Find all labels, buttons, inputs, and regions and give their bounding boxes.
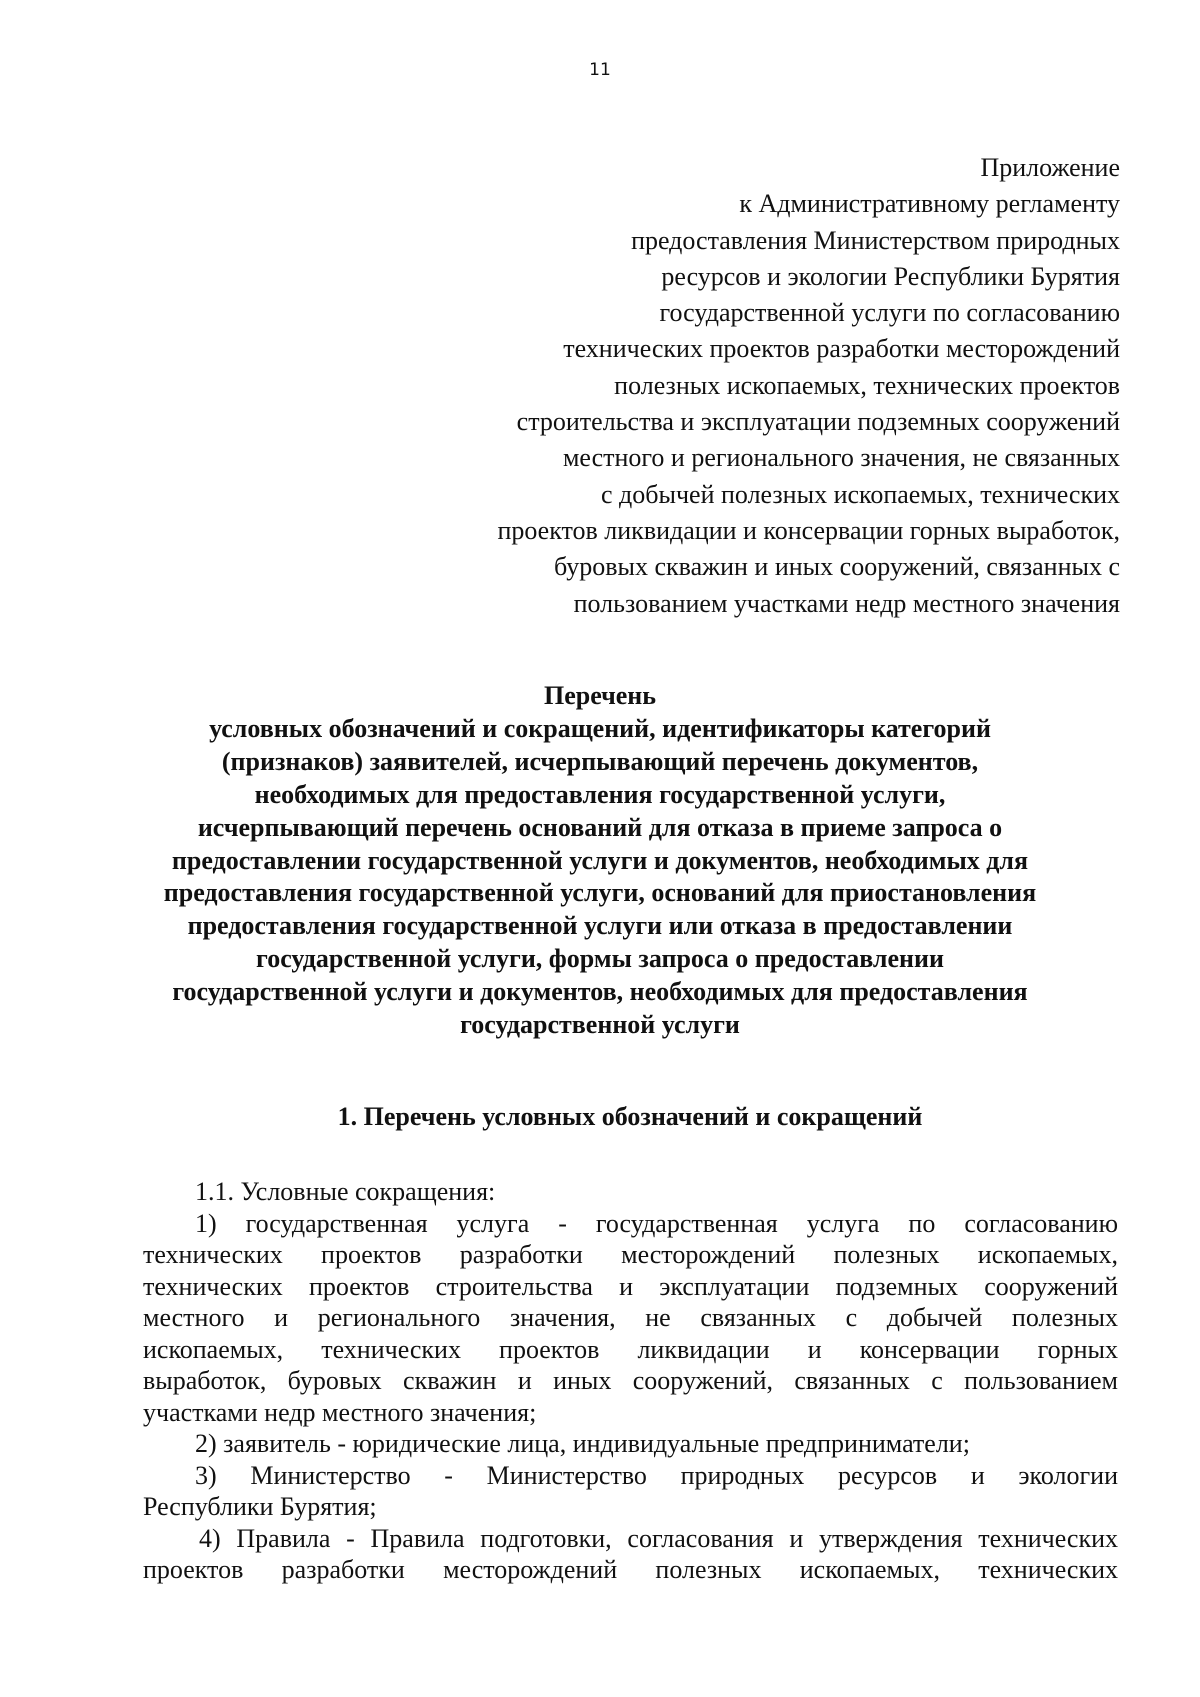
title-line: государственной услуги bbox=[460, 1010, 740, 1040]
list-item bbox=[143, 1208, 1118, 1429]
appendix-line: к Административному регламенту bbox=[739, 189, 1120, 219]
title-line: исчерпывающий перечень оснований для отказа в приеме запроса о bbox=[197, 812, 1003, 842]
section-body bbox=[143, 1176, 1118, 1586]
appendix-line: полезных ископаемых, технических проектов bbox=[614, 370, 1120, 400]
appendix-line: буровых скважин и иных сооружений, связанных с bbox=[554, 552, 1120, 582]
text-line: 4) Правила - Правила подготовки, согласования и утверждения технических bbox=[199, 1523, 1118, 1553]
section-heading: 1. Перечень условных обозначений и сокращений bbox=[337, 1102, 923, 1131]
appendix-line: государственной услуги по согласованию bbox=[659, 298, 1120, 328]
text-line: 2) заявитель - юридические лица, индивидуальные предприниматели; bbox=[195, 1429, 970, 1458]
text-line: местного и регионального значения, не связанных с добычей полезных bbox=[143, 1303, 1118, 1332]
text-line: технических проектов строительства и эксплуатации подземных сооружений bbox=[143, 1271, 1118, 1301]
appendix-line: ресурсов и экологии Республики Бурятия bbox=[661, 261, 1120, 291]
text-line: проектов разработки месторождений полезных ископаемых, технических bbox=[143, 1555, 1118, 1584]
appendix-line: с добычей полезных ископаемых, технических bbox=[601, 479, 1120, 509]
text-line: технических проектов разработки месторождений полезных ископаемых, bbox=[143, 1240, 1118, 1269]
text-line: ископаемых, технических проектов ликвидации и консервации горных bbox=[143, 1334, 1118, 1364]
appendix-line: предоставления Министерством природных bbox=[631, 225, 1120, 255]
text-line: выработок, буровых скважин и иных сооружений, связанных с пользованием bbox=[143, 1366, 1118, 1395]
title-line: необходимых для предоставления государственной услуги, bbox=[254, 779, 946, 809]
list-item bbox=[143, 1523, 1118, 1586]
title-line: условных обозначений и сокращений, идентификаторы категорий bbox=[209, 713, 991, 743]
appendix-line: технических проектов разработки месторождений bbox=[563, 334, 1120, 364]
document-title bbox=[120, 680, 1080, 1042]
title-line: Перечень bbox=[543, 681, 657, 710]
list-item bbox=[143, 1460, 1118, 1523]
title-line: предоставления государственной услуги, оснований для приостановления bbox=[163, 878, 1037, 908]
text-line: 1) государственная услуга - государственная услуга по согласованию bbox=[195, 1208, 1118, 1238]
appendix-line: пользованием участками недр местного значения bbox=[573, 588, 1120, 618]
title-line: государственной услуги, формы запроса о предоставлении bbox=[256, 944, 944, 974]
title-line: предоставлении государственной услуги и документов, необходимых для bbox=[171, 845, 1029, 875]
appendix-line: местного и регионального значения, не связанных bbox=[562, 443, 1120, 473]
text-line: Республики Бурятия; bbox=[143, 1492, 377, 1521]
title-line: предоставления государственной услуги или отказа в предоставлении bbox=[187, 911, 1013, 941]
subsection-label: 1.1. Условные сокращения: bbox=[195, 1177, 496, 1206]
title-line: государственной услуги и документов, необходимых для предоставления bbox=[172, 977, 1028, 1007]
appendix-line: строительства и эксплуатации подземных сооружений bbox=[516, 407, 1120, 437]
list-item bbox=[143, 1428, 1118, 1460]
page-number: 11 bbox=[589, 60, 611, 80]
text-line: 3) Министерство - Министерство природных ресурсов и экологии bbox=[195, 1460, 1118, 1490]
title-line: (признаков) заявителей, исчерпывающий перечень документов, bbox=[221, 746, 979, 776]
appendix-line: Приложение bbox=[980, 153, 1120, 182]
appendix-header bbox=[360, 150, 1120, 622]
text-line: участками недр местного значения; bbox=[143, 1397, 537, 1427]
appendix-line: проектов ликвидации и консервации горных выработок, bbox=[497, 515, 1120, 545]
